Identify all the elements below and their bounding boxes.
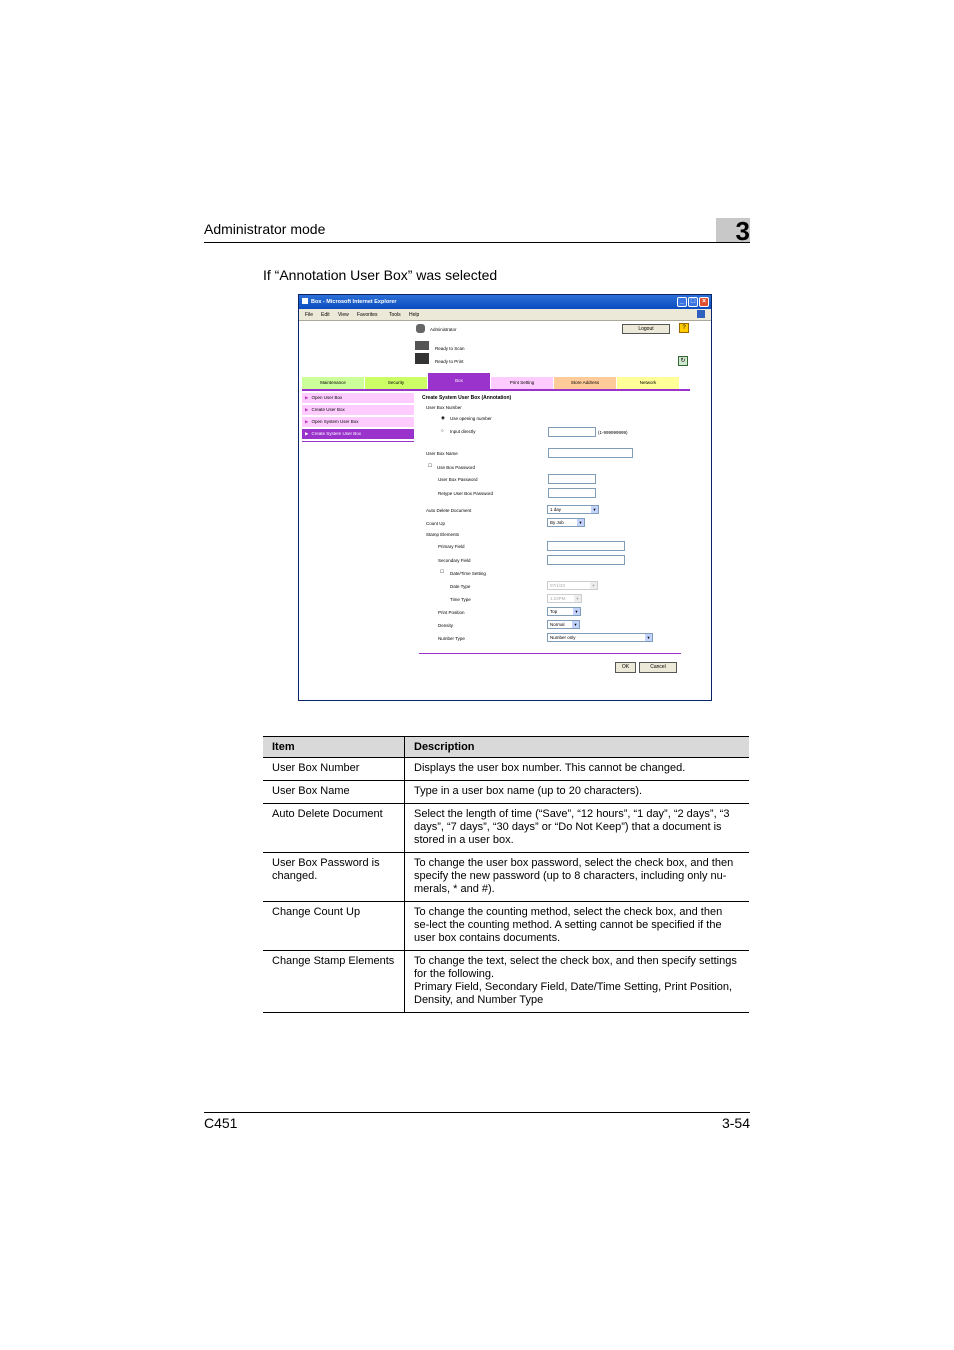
count-up-select[interactable]: By Job ▼	[547, 518, 585, 527]
menu-favorites[interactable]: Favorites	[357, 312, 378, 318]
retype-password-input[interactable]	[548, 488, 596, 498]
window-titlebar	[299, 295, 711, 309]
tab-box[interactable]: Box	[428, 373, 490, 389]
user-box-name-input[interactable]	[548, 448, 633, 458]
minimize-icon[interactable]: _	[677, 297, 687, 307]
label-stamp-elements: Stamp Elements	[426, 532, 460, 537]
menu-help[interactable]: Help	[409, 312, 420, 318]
cell-item: Auto Delete Document	[263, 804, 405, 853]
form-rule	[419, 653, 681, 654]
primary-field-input[interactable]	[547, 541, 625, 551]
sidebar-item-open-user-box[interactable]: ▶ Open User Box	[302, 393, 414, 403]
label-primary-field: Primary Field	[438, 544, 465, 549]
header-item: Item	[263, 737, 405, 758]
menu-tools[interactable]: Tools	[389, 312, 401, 318]
header-rule	[204, 242, 750, 243]
table-row	[263, 902, 749, 951]
footer-rule	[204, 1112, 750, 1113]
cell-description: To change the text, select the check box, and then specify settings for the following. Primary Field, Secondary Field, Date/Time Setting, Print Position, Density, and Number Type	[405, 951, 750, 1013]
header-description: Description	[405, 737, 750, 758]
figure-caption: If “Annotation User Box” was selected	[263, 267, 498, 283]
date-type-select[interactable]: 07/1/23 ▼	[547, 581, 598, 590]
sidebar-item-open-system-user-box[interactable]: ▶ Open System User Box	[302, 417, 414, 427]
label-retype-password: Retype User Box Password	[438, 491, 494, 496]
label-input-directly: Input directly	[450, 429, 476, 434]
label-secondary-field: Secondary Field	[438, 558, 471, 563]
label-user-box-password: User Box Password	[438, 477, 478, 482]
number-range-hint: (1-999999999)	[598, 430, 628, 435]
cell-description: To change the user box password, select the check box, and then specify the new password (up to 8 characters, including only nu-merals, * and #).	[405, 853, 750, 902]
menu-file[interactable]: File	[305, 312, 314, 318]
description-table	[263, 736, 749, 1013]
tab-maintenance[interactable]: Maintenance	[302, 377, 364, 389]
radio-use-opening-number[interactable]: ◉	[441, 415, 445, 420]
close-icon[interactable]: ×	[699, 297, 709, 307]
logout-button[interactable]: Logout	[622, 324, 670, 334]
cell-description: Select the length of time (“Save”, “12 hours”, “1 day”, “2 days”, “3 days”, “7 days”, “30 days” or “Do Not Keep”) that a document is stored in a user box.	[405, 804, 750, 853]
table-row	[263, 781, 749, 804]
section-title: Administrator mode	[204, 221, 326, 237]
label-time-type: Time Type	[450, 597, 471, 602]
density-select[interactable]: Normal ▼	[547, 620, 580, 629]
time-type-select[interactable]: 1:23PM ▼	[547, 594, 582, 603]
checkbox-date-time-setting[interactable]: ☐	[440, 569, 445, 574]
cell-item: Change Count Up	[263, 902, 405, 951]
tab-store-address[interactable]: Store Address	[554, 377, 616, 389]
chapter-number: 3	[735, 216, 750, 246]
window-title: Box - Microsoft Internet Explorer	[311, 299, 397, 305]
label-user-box-number: User Box Number	[426, 405, 462, 410]
label-auto-delete-document: Auto Delete Document	[426, 508, 472, 513]
table-row	[263, 853, 749, 902]
windows-logo-icon	[697, 310, 705, 318]
user-box-password-input[interactable]	[548, 474, 596, 484]
status-print: Ready to Print	[435, 359, 464, 364]
table-header-row	[263, 737, 749, 758]
status-scan: Ready to Scan	[435, 346, 465, 351]
form-heading: Create System User Box (Annotation)	[422, 395, 512, 401]
checkbox-use-box-password[interactable]: ☐	[428, 463, 433, 468]
menu-view[interactable]: View	[338, 312, 349, 318]
admin-icon	[416, 324, 425, 333]
help-icon[interactable]: ?	[679, 323, 689, 333]
label-date-time-setting: Date/Time Setting	[450, 571, 486, 576]
label-count-up: Count Up	[426, 521, 446, 526]
label-user-box-name: User Box Name	[426, 451, 458, 456]
user-box-number-input[interactable]	[548, 427, 596, 437]
label-number-type: Number Type	[438, 636, 465, 641]
user-label: Administrator	[430, 327, 457, 332]
number-type-select[interactable]: Number only ▼	[547, 633, 653, 642]
cell-item: User Box Name	[263, 781, 405, 804]
tab-underline	[302, 389, 690, 391]
tab-print-setting[interactable]: Print Setting	[491, 377, 553, 389]
cell-description: Type in a user box name (up to 20 characters).	[405, 781, 750, 804]
printer-icon	[415, 353, 429, 364]
chevron-down-icon: ▼	[591, 583, 596, 588]
cell-item: Change Stamp Elements	[263, 951, 405, 1013]
menu-bar	[299, 309, 711, 321]
print-position-select[interactable]: Top ▼	[547, 607, 581, 616]
cell-item: User Box Number	[263, 758, 405, 781]
menu-edit[interactable]: Edit	[321, 312, 330, 318]
label-date-type: Date Type	[450, 584, 471, 589]
radio-input-directly[interactable]: ○	[441, 428, 444, 433]
cell-description: Displays the user box number. This cannot be changed.	[405, 758, 750, 781]
secondary-field-input[interactable]	[547, 555, 625, 565]
cell-item: User Box Password is changed.	[263, 853, 405, 902]
cancel-button[interactable]: Cancel	[639, 662, 677, 673]
table-row	[263, 951, 749, 1013]
chevron-down-icon: ▼	[575, 596, 580, 601]
ok-button[interactable]: OK	[615, 662, 636, 673]
auto-delete-select[interactable]: 1 day ▼	[547, 505, 599, 514]
chevron-down-icon: ▼	[574, 609, 579, 614]
refresh-icon[interactable]: ↻	[678, 356, 688, 366]
tab-security[interactable]: Security	[365, 377, 427, 389]
label-print-position: Print Position	[438, 610, 465, 615]
tab-network[interactable]: Network	[617, 377, 679, 389]
scanner-icon	[415, 341, 429, 350]
table-row	[263, 758, 749, 781]
footer-page-number: 3-54	[721, 1115, 750, 1131]
cell-description: To change the counting method, select the check box, and then se-lect the counting method. A setting cannot be specified if the user box contains documents.	[405, 902, 750, 951]
label-use-box-password: Use Box Password	[437, 465, 476, 470]
sidebar-item-create-user-box[interactable]: ▶ Create User Box	[302, 405, 414, 415]
page-content	[299, 321, 711, 701]
ie-icon	[302, 298, 308, 304]
sidebar-rule	[302, 441, 414, 442]
label-density: Density	[438, 623, 454, 628]
chevron-down-icon: ▼	[578, 520, 583, 525]
label-use-opening-number: Use opening number	[450, 416, 492, 421]
sidebar-item-create-system-user-box[interactable]: ▶ Create System User Box	[302, 429, 414, 439]
maximize-icon[interactable]: □	[688, 297, 698, 307]
chevron-down-icon: ▼	[573, 622, 578, 627]
table-row	[263, 804, 749, 853]
footer-model: C451	[204, 1115, 238, 1131]
chevron-down-icon: ▼	[646, 635, 651, 640]
chevron-down-icon: ▼	[592, 507, 597, 512]
browser-window-screenshot	[298, 294, 712, 701]
